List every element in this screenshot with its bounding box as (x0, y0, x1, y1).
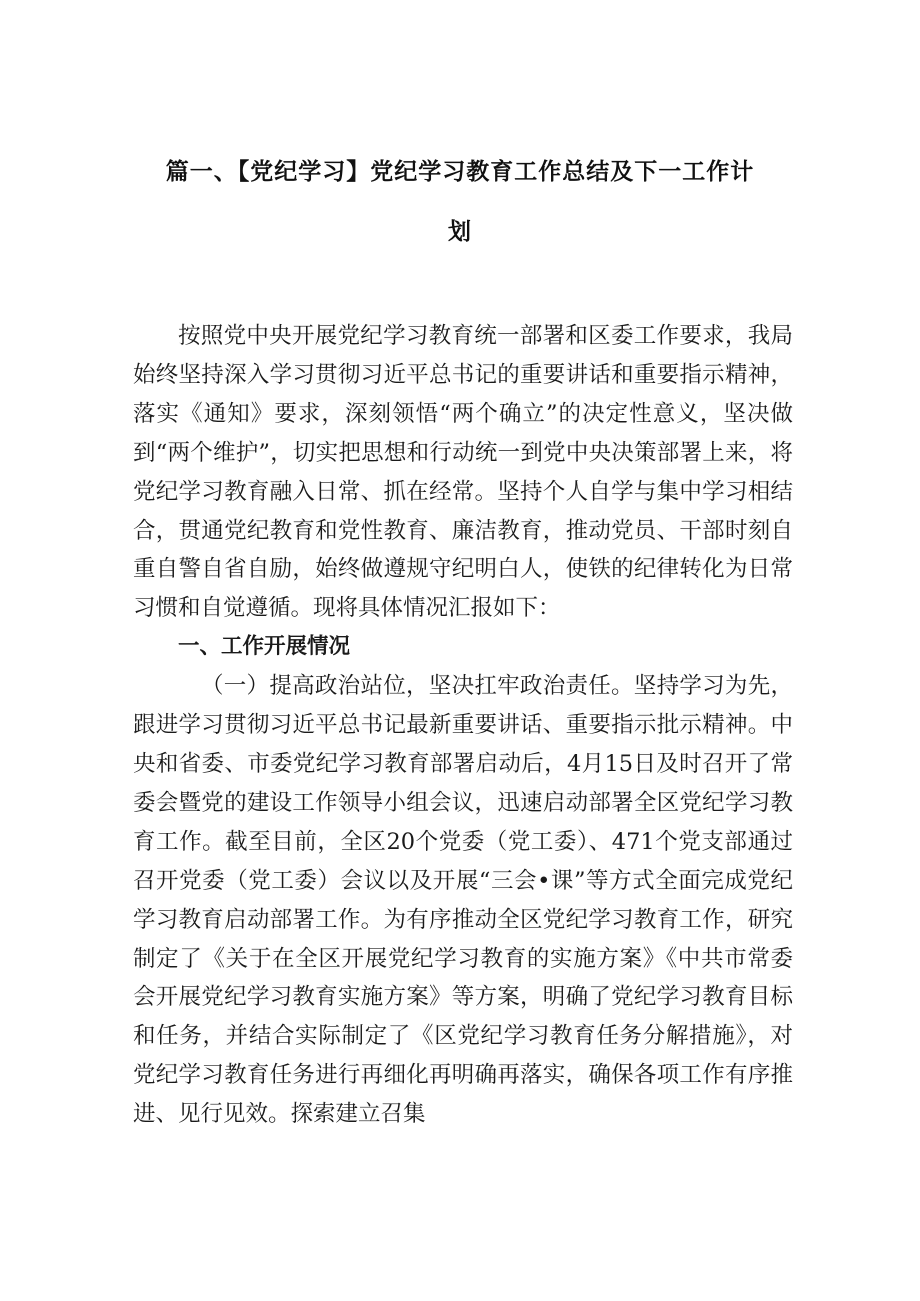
document-title-line-1: 篇一、【党纪学习】党纪学习教育工作总结及下一工作计 (165, 159, 755, 185)
intro-paragraph: 按照党中央开展党纪学习教育统一部署和区委工作要求，我局始终坚持深入学习贯彻习近平总书记的重要讲话和重要指示精神，落实《通知》要求，深刻领悟“两个确立”的决定性意义，坚决做到“两个维护”，切实把思想和行动统一到党中央决策部署上来，将党纪学习教育融入日常、抓在经常。坚持个人自学与集中学习相结合，贯通党纪教育和党性教育、廉洁教育，推动党员、干部时刻自重自警自省自励，始终做遵规守纪明白人，使铁的纪律转化为日常习惯和自觉遵循。现将具体情况汇报如下： (133, 323, 793, 622)
document-body (133, 317, 793, 1134)
subsection-paragraph-1: （一）提高政治站位，坚决扛牢政治责任。坚持学习为先，跟进学习贯彻习近平总书记最新重要讲话、重要指示批示精神。中央和省委、市委党纪学习教育部署启动后，4月15日及时召开了常委会暨党的建设工作领导小组会议，迅速启动部署全区党纪学习教育工作。截至目前，全区20个党委（党工委）、471个党支部通过召开党委（党工委）会议以及开展“三会•课”等方式全面完成党纪学习教育启动部署工作。为有序推动全区党纪学习教育工作，研究制定了《关于在全区开展党纪学习教育的实施方案》《中共市常委会开展党纪学习教育实施方案》等方案，明确了党纪学习教育目标和任务，并结合实际制定了《区党纪学习教育任务分解措施》，对党纪学习教育任务进行再细化再明确再落实，确保各项工作有序推进、见行见效。探索建立召集 (133, 673, 793, 1128)
document-title-line-2: 划 (448, 219, 472, 245)
section-heading-work-progress: 一、工作开展情况 (178, 634, 351, 660)
